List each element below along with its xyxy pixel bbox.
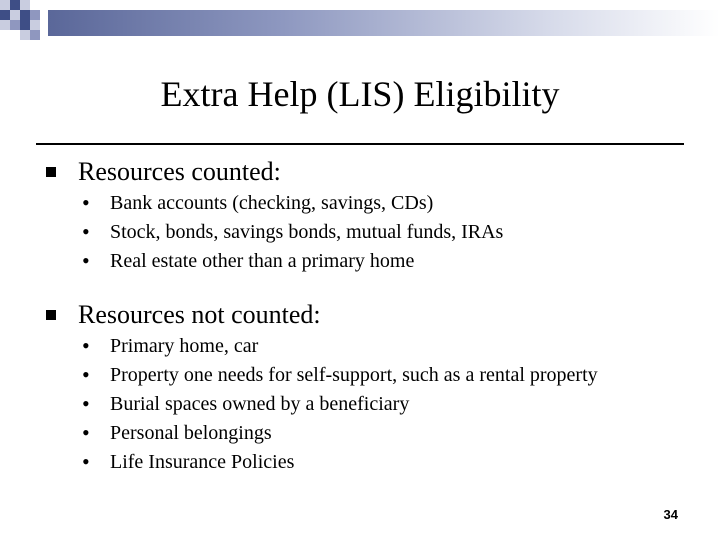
bullet-dot-icon: •: [82, 248, 90, 273]
section-heading-text: Resources counted:: [78, 157, 281, 186]
list-item: • Property one needs for self-support, such as a rental property: [78, 363, 684, 387]
square-bullet-icon: [46, 167, 56, 177]
section-resources-counted: [44, 156, 684, 273]
slide-body: [44, 156, 684, 474]
list-item: • Life Insurance Policies: [78, 450, 684, 474]
bullet-dot-icon: •: [82, 190, 90, 215]
bullet-list: [44, 334, 684, 474]
list-item: • Real estate other than a primary home: [78, 249, 684, 273]
list-item: • Bank accounts (checking, savings, CDs): [78, 191, 684, 215]
section-heading: [44, 156, 684, 188]
list-item: • Primary home, car: [78, 334, 684, 358]
bullet-dot-icon: •: [82, 333, 90, 358]
bullet-list: [44, 191, 684, 273]
section-heading-text: Resources not counted:: [78, 300, 321, 329]
page-number: 34: [663, 507, 678, 522]
bullet-dot-icon: •: [82, 449, 90, 474]
list-item: • Stock, bonds, savings bonds, mutual funds, IRAs: [78, 220, 684, 244]
list-item: • Personal belongings: [78, 421, 684, 445]
section-resources-not-counted: [44, 299, 684, 474]
header-gradient-bar: [48, 10, 720, 36]
bullet-dot-icon: •: [82, 420, 90, 445]
bullet-dot-icon: •: [82, 219, 90, 244]
title-divider: [36, 143, 684, 145]
bullet-dot-icon: •: [82, 362, 90, 387]
square-bullet-icon: [46, 310, 56, 320]
list-item: • Burial spaces owned by a beneficiary: [78, 392, 684, 416]
slide-title: Extra Help (LIS) Eligibility: [160, 74, 560, 114]
section-heading: [44, 299, 684, 331]
bullet-dot-icon: •: [82, 391, 90, 416]
